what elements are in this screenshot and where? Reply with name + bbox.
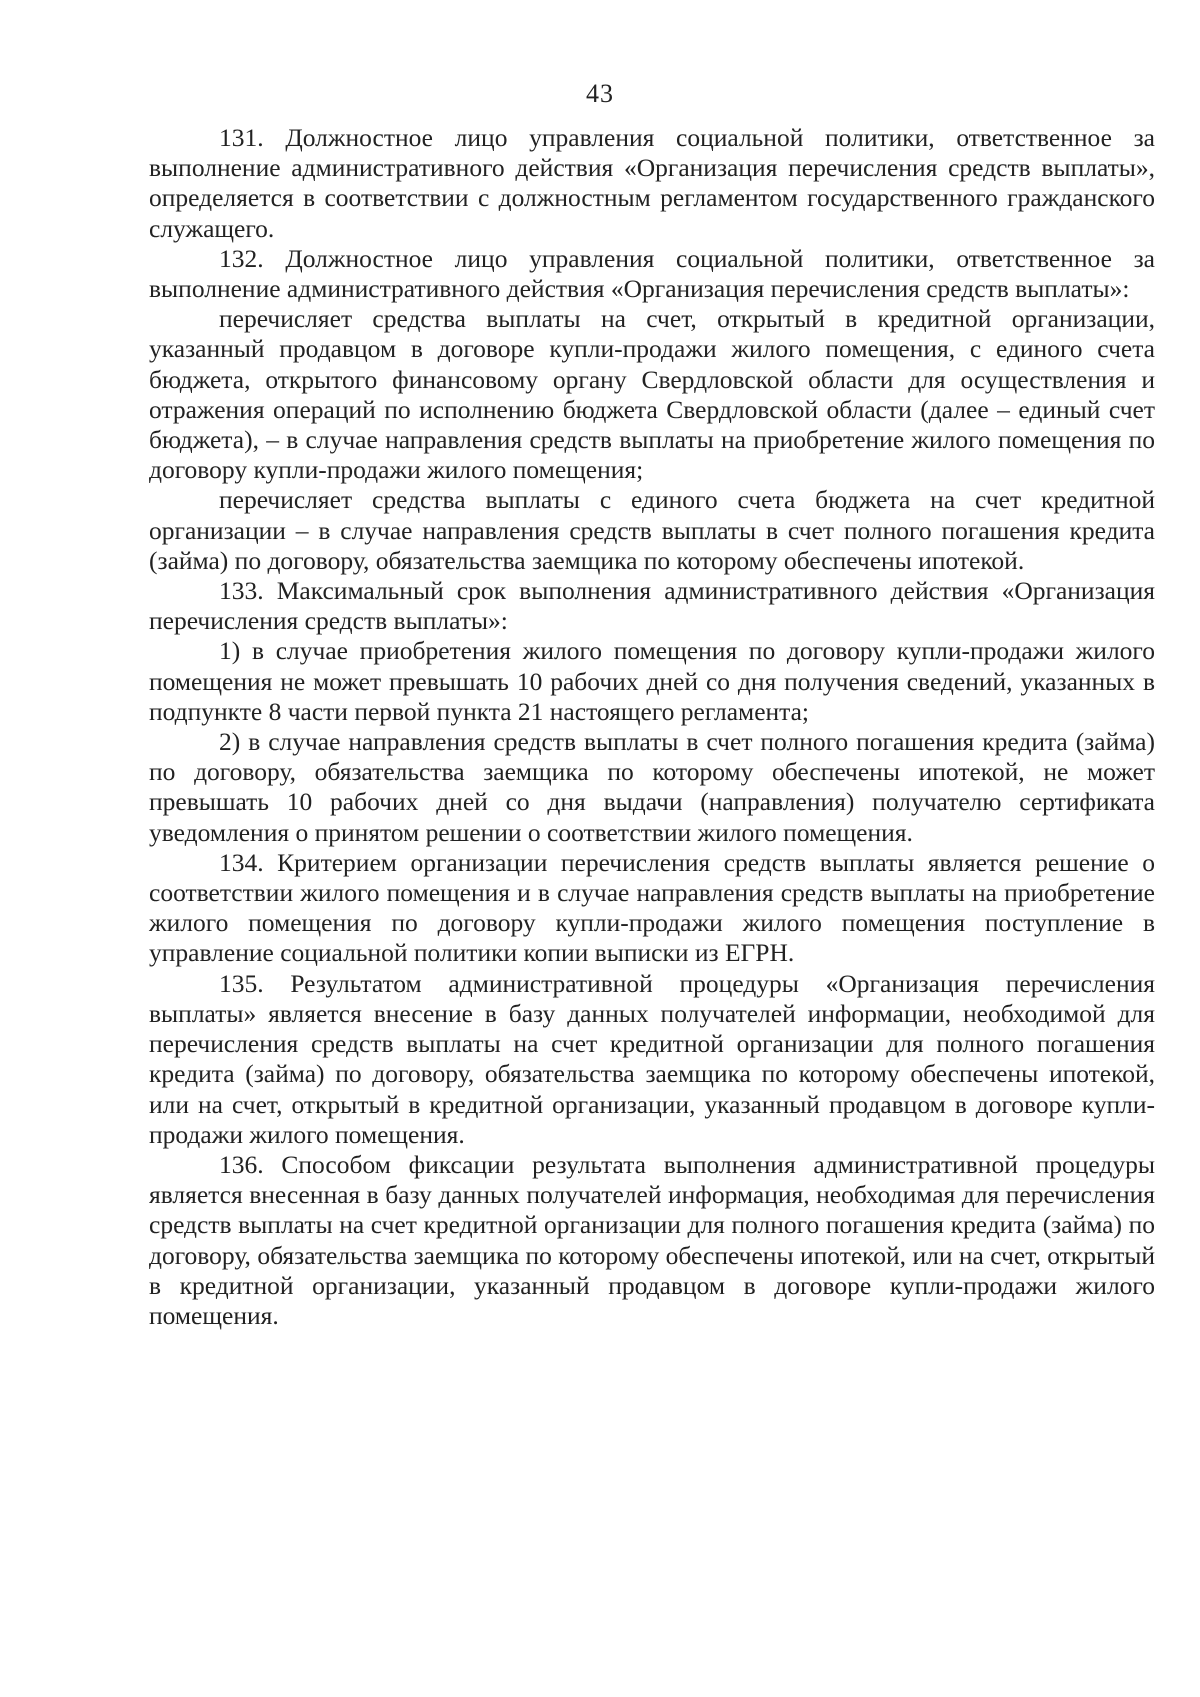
paragraph-133: 133. Максимальный срок выполнения административного действия «Организация перечисления средств выплаты»: bbox=[149, 576, 1155, 636]
paragraph-136: 136. Способом фиксации результата выполнения административной процедуры является внесенная в базу данных получателей информация, необходимая для перечисления средств выплаты на счет кредитной организации для полного погашения кредита (займа) по договору, обязательства заемщика по которому обеспечены ипотекой, или на счет, открытый в кредитной организации, указанный продавцом в договоре купли-продажи жилого помещения. bbox=[149, 1149, 1155, 1330]
paragraph-132-subitem-2: перечисляет средства выплаты с единого счета бюджета на счет кредитной организации – в случае направления средств выплаты в счет полного погашения кредита (займа) по договору, обязательства заемщика по которому обеспечены ипотекой. bbox=[149, 485, 1155, 575]
paragraph-134: 134. Критерием организации перечисления средств выплаты является решение о соответствии жилого помещения и в случае направления средств выплаты на приобретение жилого помещения по договору купли-продажи жилого помещения поступление в управление социальной политики копии выписки из ЕГРН. bbox=[149, 847, 1155, 968]
document-body bbox=[149, 123, 1155, 1331]
page-number: 43 bbox=[586, 79, 614, 108]
paragraph-132: 132. Должностное лицо управления социальной политики, ответственное за выполнение административного действия «Организация перечисления средств выплаты»: bbox=[149, 243, 1155, 304]
paragraph-133-item-1: 1) в случае приобретения жилого помещения по договору купли-продажи жилого помещения не может превышать 10 рабочих дней со дня получения сведений, указанных в подпункте 8 части первой пункта 21 настоящего регламента; bbox=[149, 636, 1155, 726]
paragraph-131: 131. Должностное лицо управления социальной политики, ответственное за выполнение административного действия «Организация перечисления средств выплаты», определяется в соответствии с должностным регламентом государственного гражданского служащего. bbox=[149, 123, 1155, 243]
paragraph-135: 135. Результатом административной процедуры «Организация перечисления выплаты» является внесение в базу данных получателей информации, необходимой для перечисления средств выплаты на счет кредитной организации для полного погашения кредита (займа) по договору, обязательства заемщика по которому обеспечены ипотекой, или на счет, открытый в кредитной организации, указанный продавцом в договоре купли-продажи жилого помещения. bbox=[149, 968, 1155, 1149]
paragraph-133-item-2: 2) в случае направления средств выплаты в счет полного погашения кредита (займа) по договору, обязательства заемщика по которому обеспечены ипотекой, не может превышать 10 рабочих дней со дня выдачи (направления) получателю сертификата уведомления о принятом решении о соответствии жилого помещения. bbox=[149, 727, 1155, 847]
paragraph-132-subitem-1: перечисляет средства выплаты на счет, открытый в кредитной организации, указанный продавцом в договоре купли-продажи жилого помещения, с единого счета бюджета, открытого финансовому органу Свердловской области для осуществления и отражения операций по исполнению бюджета Свердловской области (далее – единый счет бюджета), – в случае направления средств выплаты на приобретение жилого помещения по договору купли-продажи жилого помещения; bbox=[149, 304, 1155, 485]
